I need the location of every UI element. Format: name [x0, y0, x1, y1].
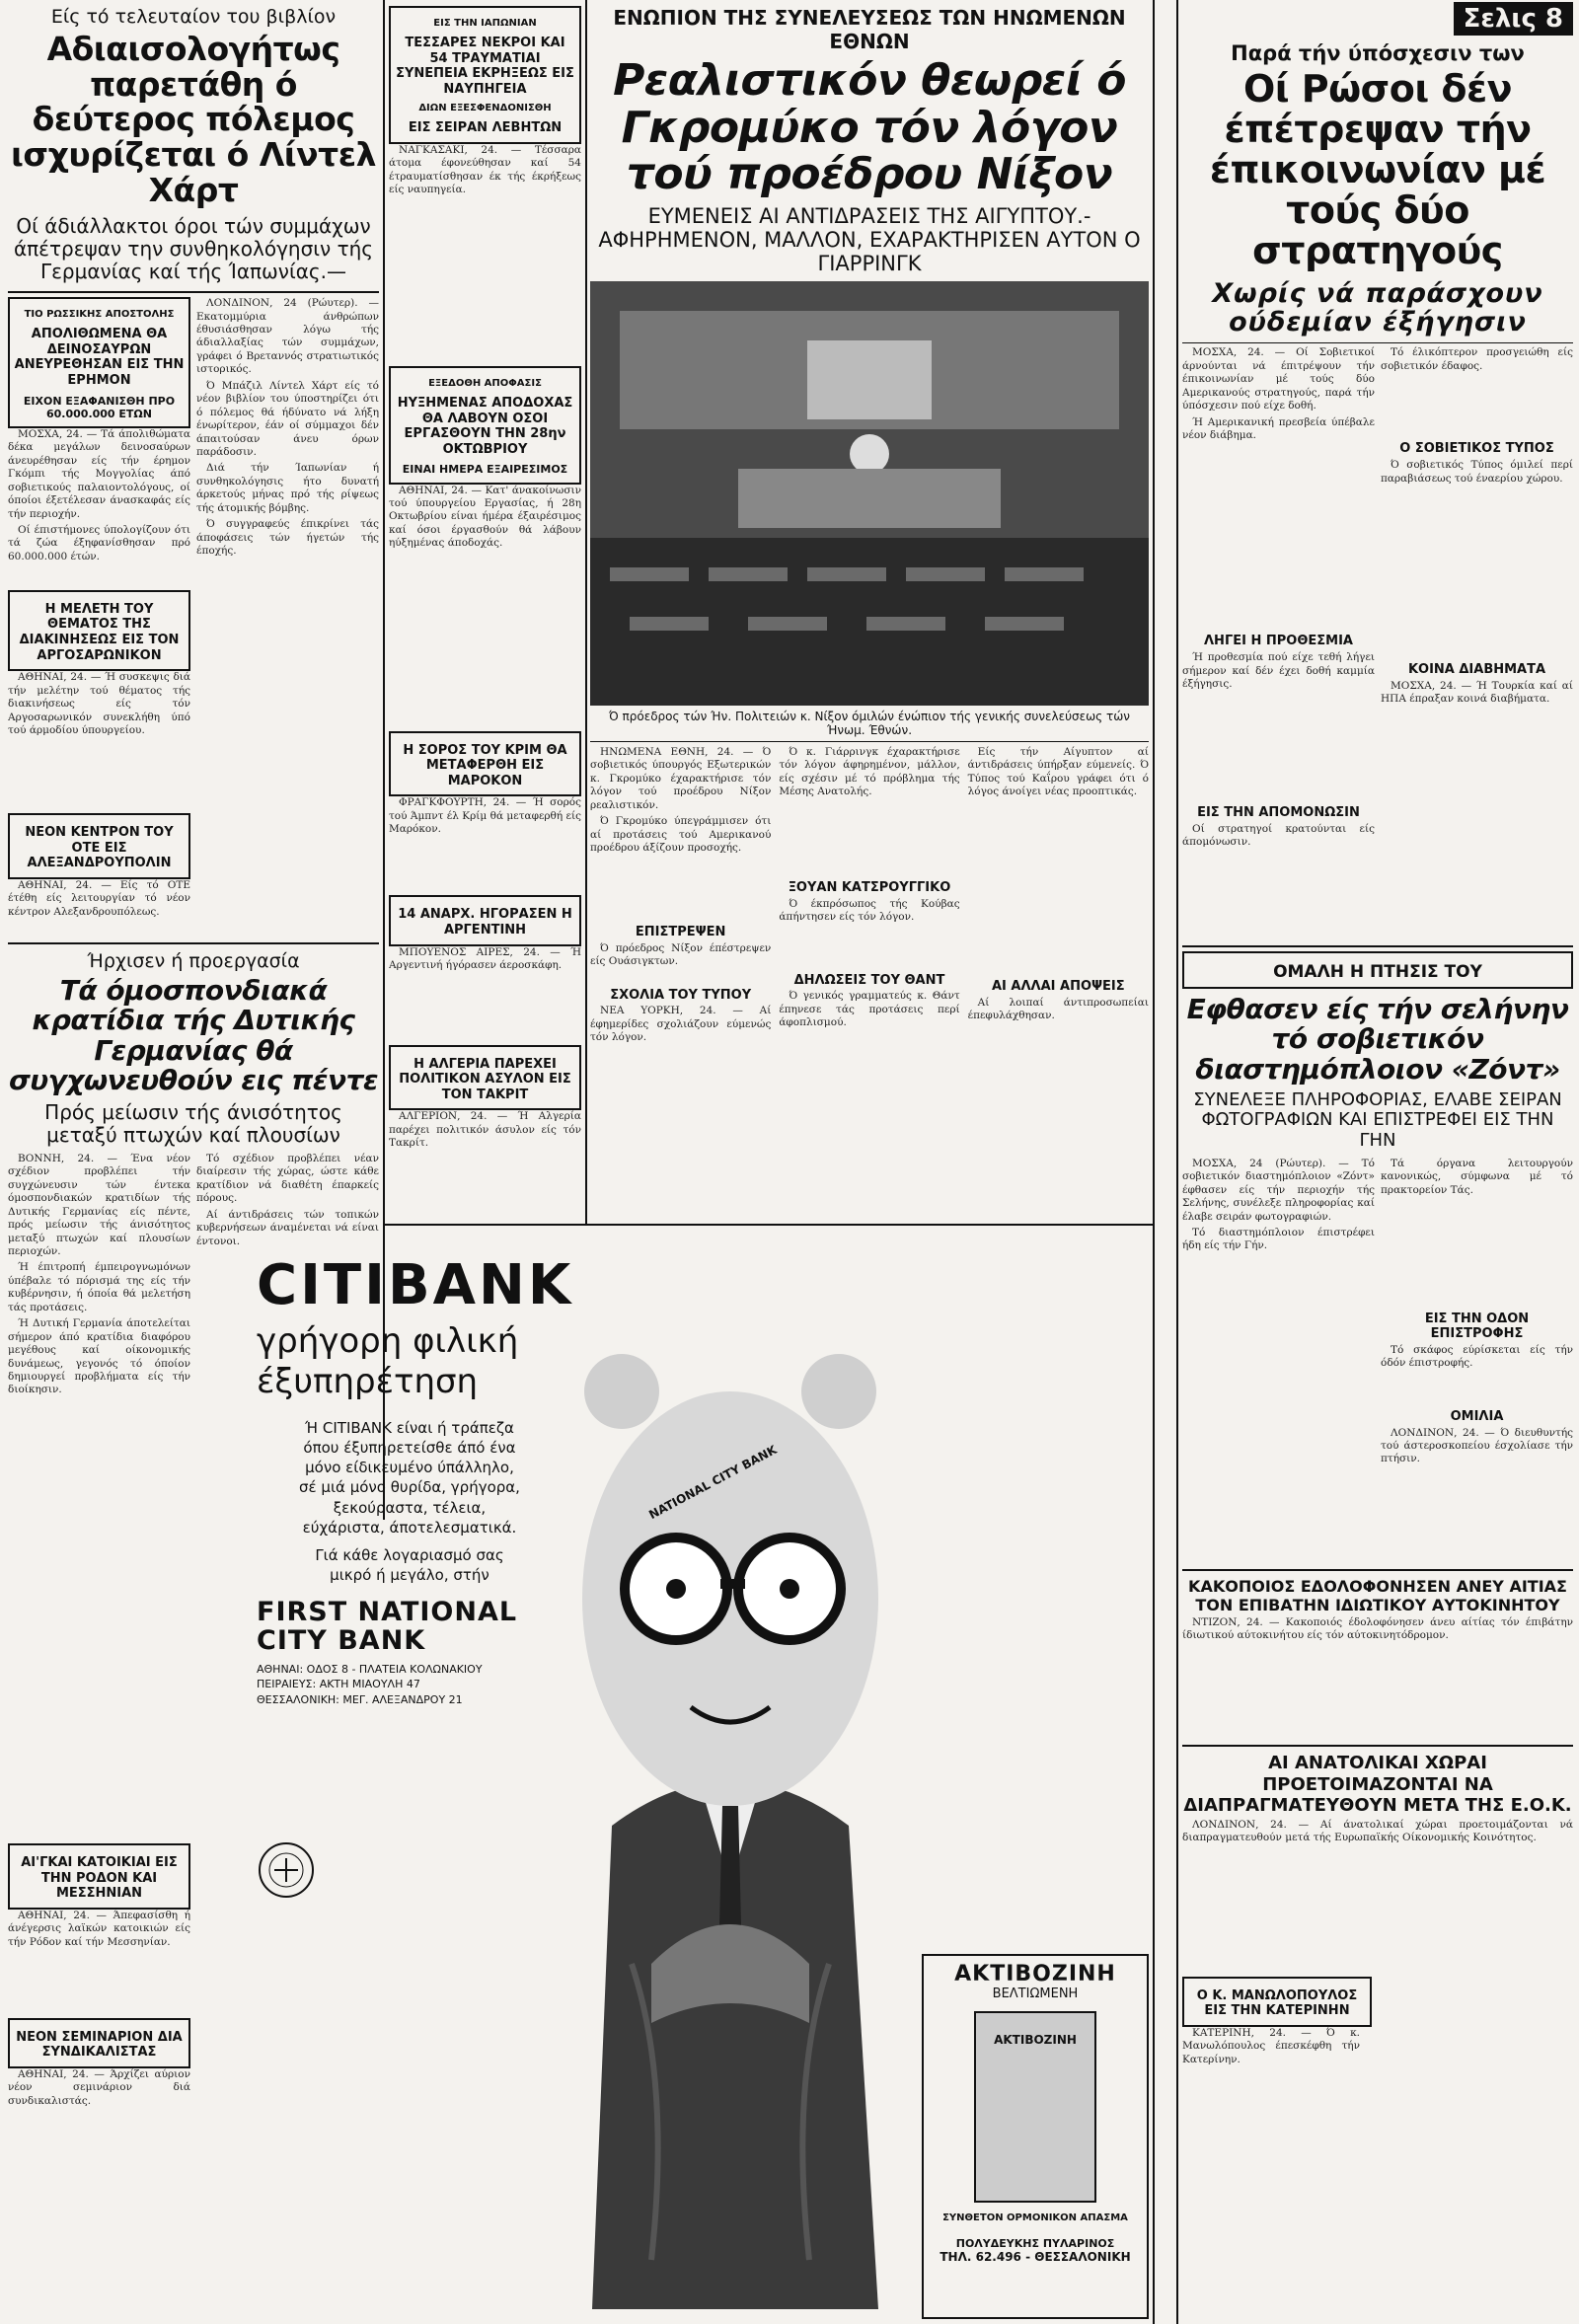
zond-text-2: Τά όργανα λειτουργούν κανονικώς, σύμφωνα μέ τό πρακτορείον Τάς. — [1381, 1157, 1573, 1196]
ote-headline: ΝΕΟΝ ΚΕΝΤΡΟΝ ΤΟΥ ΟΤΕ ΕΙΣ ΑΛΕΞΑΝΔΡΟΥΠΟΛΙΝ — [25, 825, 174, 871]
left-kicker: Είς τό τελευταίον του βιβλίον — [50, 6, 337, 28]
center-text-7: Είς τήν Αίγυπτον αί άντιδράσεις ύπήρξαν εύμενείς. Ό Τύπος τού Καΐρου γράφει ότι ό λόγος άνοίγει νέας προοπτικάς. — [967, 745, 1149, 798]
center-subhead: ΕΥΜΕΝΕΙΣ ΑΙ ΑΝΤΙΔΡΑΣΕΙΣ ΤΗΣ ΑΙΓΥΠΤΟΥ.- ΑΦΗΡΗΜΕΝΟΝ, ΜΑΛΛΟΝ, ΕΧΑΡΑΚΤΗΡΙΣΕΝ ΑΥΤΟΝ Ο ΓΙΑΡΡΙΝΓΚ — [598, 203, 1141, 275]
zond-text-1: ΜΟΣΧΑ, 24 (Ρώυτερ). — Τό σοβιετικόν διαστημόπλοιον «Ζόντ» έφθασεν είς τήν περιοχήν τής Σελήνης, συνέλεξε πληροφορίας καί έλαβε σειράν φωτογραφιών. Τό διαστημόπλοιον έπιστρέφει ήδη είς τήν Γήν. — [1182, 1157, 1375, 1252]
federal-states-text: ΒΟΝΝΗ, 24. — Ένα νέον σχέδιον προβλέπει τήν συγχώνευσιν τών έντεκα όμοσπονδιακών κρατιδίων τής Δυτικής Γερμανίας είς πέντε, πρός μείωσιν τής άνισότητος μεταξύ πτωχών καί πλουσίων περιοχών. Ή έπιτροπή έμπειρογνωμόνων ύπέβαλε τό πόρισμά της είς τήν κυβέρνησιν, ή όποία θά μελετήση τάς προτάσεις. Ή Δυτική Γερμανία άποτελείται σήμερον άπό κρατίδια διαφόρου μεγέθους καί οίκονομικής δυνάμεως, γεγονός τό όποίον δημιουργεί προβλήματα είς τήν διοίκησιν. — [8, 1152, 190, 1396]
manolopoulos-headline: Ο Κ. ΜΑΝΩΛΟΠΟΥΛΟΣ ΕΙΣ ΤΗΝ ΚΑΤΕΡΙΝΗΝ — [1196, 1987, 1358, 2019]
boiler-kicker: ΔΙΩΝ ΕΞΕΣΦΕΝΔΟΝΙΣΘΗ — [418, 103, 552, 114]
aktivozini-ad — [922, 1954, 1149, 2319]
homes-text: ΑΘΗΝΑΙ, 24. — Άπεφασίσθη ή άνέγερσις λαϊκών κατοικιών είς τήν Ρόδον καί τήν Μεσσηνίαν. — [8, 1909, 190, 1948]
wages-box — [389, 366, 581, 485]
center-text-3: ΝΕΑ ΥΟΡΚΗ, 24. — Αί έφημερίδες σχολιάζουν εύμενώς τόν λόγον. — [590, 1005, 772, 1044]
section-soviet-press: Ο ΣΟΒΙΕΤΙΚΟΣ ΤΥΠΟΣ — [1399, 441, 1554, 457]
boiler-headline: ΕΙΣ ΣΕΙΡΑΝ ΛΕΒΗΤΩΝ — [408, 120, 563, 136]
argentina-headline: 14 ΑΝΑΡΧ. ΗΓΟΡΑΣΕΝ Η ΑΡΓΕΝΤΙΝΗ — [398, 907, 572, 937]
citibank-logo: CITIBANK — [257, 1253, 574, 1317]
center-section-thant: ΔΗΛΩΣΕΙΣ ΤΟΥ ΘΑΝΤ — [793, 972, 945, 988]
left-headline: Αδιαισολογήτως παρετάθη ό δεύτερος πόλεμος ισχυρίζεται ό Λίντελ Χάρτ — [11, 30, 376, 209]
generals-text-4: Τό έλικόπτερον προσγειώθη είς σοβιετικόν έδαφος. — [1381, 346, 1573, 372]
center-text-6: Ό γενικός γραμματεύς κ. Θάντ έπηνεσε τάς προτάσεις περί άφοπλισμού. — [779, 990, 960, 1029]
wages-kicker: ΕΞΕΔΟΘΗ ΑΠΟΦΑΣΙΣ — [428, 377, 542, 389]
wages-text: ΑΘΗΝΑΙ, 24. — Κατ' άνακοίνωσιν τού ύπουργείου Εργασίας, ή 28η Οκτωβρίου είναι ήμέρα έξαιρέσιμος καί όσοι έργασθούν θά λάβουν ηύξημένας άποδοχάς. — [389, 484, 581, 550]
aktivozini-footer-1: ΣΥΝΘΕΤΟΝ ΟΡΜΟΝΙΚΟΝ ΑΠΑΣΜΑ — [942, 2212, 1128, 2223]
citibank-text: Ή CITIBANK είναι ή τράπεζα όπου έξυπηρετείσθε άπό ένα μόνο είδικευμένο ύπάλληλο, σέ μιά μόνο θυρίδα, γρήγορα, ξεκούραστα, τέλεια, εύχάριστα, άποτελεσματικά. — [299, 1418, 520, 1537]
argentina-text: ΜΠΟΥΕΝΟΣ ΑΙΡΕΣ, 24. — Ή Αργεντινή ήγόρασεν άεροσκάφη. — [389, 945, 581, 971]
seminar-text: ΑΘΗΝΑΙ, 24. — Άρχίζει αύριον νέον σεμινάριον διά συνδικαλιστάς. — [8, 2067, 190, 2107]
ote-box — [8, 813, 190, 879]
left-subhead: Οί άδιάλλακτοι όροι τών συμμάχων άπέτρεψαν την συνθηκολόγησιν τής Γερμανίας καί τής Ίαπωνίας.— — [13, 214, 374, 284]
japan-kicker: ΕΙΣ ΤΗΝ ΙΑΠΩΝΙΑΝ — [433, 18, 537, 29]
dinosaur-box — [8, 297, 190, 428]
manolopoulos-text: ΚΑΤΕΡΙΝΗ, 24. — Ό κ. Μανωλόπουλος έπεσκέφθη τήν Κατερίνην. — [1182, 2026, 1360, 2065]
column-rule — [585, 0, 587, 1224]
federal-states-headline: Τά όμοσπονδιακά κρατίδια τής Δυτικής Γερμανίας θά συγχωνευθούν εις πέντε — [8, 974, 379, 1096]
bank-man-illustration — [553, 1273, 908, 2309]
ote-text: ΑΘΗΝΑΙ, 24. — Είς τό ΟΤΕ έτέθη είς λειτουργίαν τό νέον κέντρον Αλεξανδρουπόλεως. — [8, 879, 190, 918]
aktivozini-title: ΑΚΤΙΒΟΖΙΝΗ — [954, 1962, 1116, 1987]
center-column — [590, 0, 1149, 1224]
section-speech: ΟΜΙΛΙΑ — [1450, 1409, 1504, 1424]
right-kicker: Παρά τήν ύπόσχεσιν των — [1231, 41, 1525, 65]
section-isolation: ΕΙΣ ΤΗΝ ΑΠΟΜΟΝΩΣΙΝ — [1197, 805, 1360, 821]
center-kicker: ΕΝΩΠΙΟΝ ΤΗΣ ΣΥΝΕΛΕΥΣΕΩΣ ΤΩΝ ΗΝΩΜΕΝΩΝ ΕΘΝΩΝ — [613, 6, 1126, 53]
argosaronikos-box — [8, 590, 190, 671]
dinosaur-subhead: ΕΙΧΟΝ ΕΞΑΦΑΝΙΣΘΗ ΠΡΟ 60.000.000 ΕΤΩΝ — [23, 394, 176, 420]
dinosaur-headline: ΑΠΟΛΙΘΩΜΕΝΑ ΘΑ ΔΕΙΝΟΣΑΥΡΩΝ ΑΝΕΥΡΕΘΗΣΑΝ ΕΙΣ ΤΗΝ ΕΡΗΜΟΝ — [14, 327, 185, 388]
japan-box — [389, 6, 581, 144]
argentina-box — [389, 895, 581, 945]
generals-text-6: ΜΟΣΧΑ, 24. — Ή Τουρκία καί αί ΗΠΑ έπραξαν κοινά διαβήματα. — [1381, 679, 1573, 706]
citibank-tagline: γρήγορη φιλική έξυπηρέτηση — [257, 1321, 519, 1401]
dinosaur-text: ΜΟΣΧΑ, 24. — Τά άπολιθώματα δέκα μεγάλων δεινοσαύρων άνευρέθησαν είς τήν έρημον Γκόμπι τής Μογγολίας άπό σοβιετικούς παλαιοντολόγους, οί όποίοι έξετέλεσαν άνασκαφάς είς τήν περιοχήν. Οί έπιστήμονες ύπολογίζουν ότι τά ζώα έξηφανίσθησαν πρό 60.000.000 έτών. — [8, 427, 190, 562]
citibank-address-1: ΑΘΗΝΑΙ: ΟΔΟΣ 8 - ΠΛΑΤΕΙΑ ΚΟΛΩΝΑΚΙΟΥ — [257, 1662, 483, 1676]
argosaronikos-text: ΑΘΗΝΑΙ, 24. — Ή συσκεψις διά τήν μελέτην τού θέματος τής διακινήσεως είς τόν Αργοσαρωνικόν συνεκλήθη ύπό τού άρμοδίου ύπουργείου. — [8, 671, 190, 736]
nixon-photo — [590, 281, 1149, 706]
section-joint-demarches: ΚΟΙΝΑ ΔΙΑΒΗΜΑΤΑ — [1407, 662, 1546, 678]
right-headline: Οί Ρώσοι δέν έπέτρεψαν τήν έπικοινωνίαν μέ τούς δύο στρατηγούς — [1209, 67, 1546, 273]
second-column — [389, 0, 581, 1224]
aktivozini-footer-2: ΠΟΛΥΔΕΥΚΗΣ ΠΥΛΑΡΙΝΟΣ — [955, 2237, 1115, 2250]
generals-text-1: ΜΟΣΧΑ, 24. — Οί Σοβιετικοί άρνούνται νά έπιτρέψουν τήν έπικοινωνίαν μέ τούς δύο Αμερικανούς στρατηγούς, παρά τήν ύπόσχεσιν πού είχε δοθή. Ή Αμερικανική πρεσβεία ύπέβαλε νέον διάβημα. — [1182, 346, 1375, 442]
zond-text-4: ΛΟΝΔΙΝΟΝ, 24. — Ό διευθυντής τού άστεροσκοπείου έσχολίασε τήν πτήσιν. — [1381, 1426, 1573, 1465]
nixon-photo-caption: Ό πρόεδρος τών Ήν. Πολιτειών κ. Νίξον όμιλών ένώπιον τής γενικής συνελεύσεως τών Ήνωμ. Έθνών. — [608, 709, 1131, 737]
center-section-press: ΣΧΟΛΙΑ ΤΟΥ ΤΥΠΟΥ — [610, 987, 752, 1003]
algeria-headline: Η ΑΛΓΕΡΙΑ ΠΑΡΕΧΕΙ ΠΟΛΙΤΙΚΟΝ ΑΣΥΛΟΝ ΕΙΣ ΤΟΝ ΤΑΚΡΙΤ — [399, 1056, 571, 1102]
zond-subhead: ΣΥΝΕΛΕΞΕ ΠΛΗΡΟΦΟΡΙΑΣ, ΕΛΑΒΕ ΣΕΙΡΑΝ ΦΩΤΟΓΡΑΦΙΩΝ ΚΑΙ ΕΠΙΣΤΡΕΦΕΙ ΕΙΣ ΤΗΝ ΓΗΝ — [1193, 1088, 1562, 1152]
zond-headline: Εφθασεν είς τήν σελήνην τό σοβιετικόν διαστημόπλοιον «Ζόντ» — [1186, 993, 1569, 1086]
aktivozini-phone: ΤΗΛ. 62.496 - ΘΕΣΣΑΛΟΝΙΚΗ — [940, 2250, 1131, 2264]
center-text-1: ΗΝΩΜΕΝΑ ΕΘΝΗ, 24. — Ό σοβιετικός ύπουργός Εξωτερικών κ. Γκρομύκο έχαρακτήρισε τόν λόγον τού προέδρου Νίξον ρεαλιστικόν. Ό Γκρομύκο ύπεγράμμισεν ότι αί προτάσεις τού Αμερικανού προέδρου άξίζουν προσοχής. — [590, 745, 772, 855]
badge-text: NATIONAL CITY BANK — [646, 1442, 780, 1523]
un-assembly-illustration — [590, 281, 1149, 706]
krim-text: ΦΡΑΓΚΦΟΥΡΤΗ, 24. — Ή σορός τού Άμπντ έλ Κρίμ θά μεταφερθή είς Μαρόκον. — [389, 796, 581, 836]
japan-headline: ΤΕΣΣΑΡΕΣ ΝΕΚΡΟΙ ΚΑΙ 54 ΤΡΑΥΜΑΤΙΑΙ ΣΥΝΕΠΕΙΑ ΕΚΡΗΞΕΩΣ ΕΙΣ ΝΑΥΠΗΓΕΙΑ — [396, 36, 574, 97]
citibank-ad — [227, 1234, 918, 2319]
citibank-bank-name: FIRST NATIONAL CITY BANK — [257, 1596, 518, 1657]
citibank-address-2: ΠΕΙΡΑΙΕΥΣ: ΑΚΤΗ ΜΙΑΟΥΛΗ 47 — [257, 1678, 420, 1691]
generals-text-2: Ή προθεσμία πού είχε τεθή λήγει σήμερον καί δέν έχει δοθή καμμία έξήγησις. — [1182, 651, 1375, 690]
dinosaur-kicker: ΤΙΟ ΡΩΣΣΙΚΗΣ ΑΠΟΣΤΟΛΗΣ — [24, 309, 175, 321]
section-rule — [383, 1224, 1153, 1226]
zond-kicker: ΟΜΑΛΗ Η ΠΤΗΣΙΣ ΤΟΥ — [1273, 961, 1482, 982]
center-section-returned: ΕΠΙΣΤΡΕΨΕΝ — [635, 924, 726, 939]
krim-headline: Η ΣΟΡΟΣ ΤΟΥ ΚΡΙΜ ΘΑ ΜΕΤΑΦΕΡΘΗ ΕΙΣ ΜΑΡΟΚΟΝ — [403, 742, 567, 788]
page-number: Σελις 8 — [1454, 2, 1573, 36]
liddell-hart-text: ΛΟΝΔΙΝΟΝ, 24 (Ρώυτερ). — Εκατομμύρια άνθρώπων έθυσιάσθησαν λόγω τής άδιαλλαξίας τών συμμάχων, γράφει ό Βρεταννός στρατιωτικός ιστορικός. Ό Μπάζιλ Λίντελ Χάρτ είς τό νέον βιβλίον του ύποστηρίζει ότι ό πόλεμος θά ήδύνατο νά λήξη ένωρίτερον, έάν οί σύμμαχοι δέν άπαιτούσαν άνευ όρων παράδοσιν. Διά τήν Ίαπωνίαν ή συνθηκολόγησις ήτο δυνατή άρκετούς μήνας πρό τής ρίψεως τής άτομικής βόμβης. Ό συγγραφεύς έπικρίνει τάς άποφάσεις τών ήγετών τής έποχής. — [196, 297, 379, 557]
right-subhead: Χωρίς νά παράσχουν ούδεμίαν έξήγησιν — [1212, 278, 1543, 338]
murder-text: ΝΤΙΖΟΝ, 24. — Κακοποιός έδολοφόνησεν άνευ αίτίας τόν έπιβάτην ίδιωτικού αύτοκινήτου είς τόν αύτοκινητόδρομον. — [1182, 1615, 1573, 1642]
homes-headline: ΑΙ'ΓΚΑΙ ΚΑΤΟΙΚΙΑΙ ΕΙΣ ΤΗΝ ΡΟΔΟΝ ΚΑΙ ΜΕΣΣΗΝΙΑΝ — [21, 1854, 178, 1902]
wages-subhead: ΕΙΝΑΙ ΗΜΕΡΑ ΕΞΑΙΡΕΣΙΜΟΣ — [402, 463, 568, 477]
column-rule — [1153, 0, 1155, 2324]
section-deadline: ΛΗΓΕΙ Η ΠΡΟΘΕΣΜΙΑ — [1204, 634, 1353, 649]
algeria-box — [389, 1045, 581, 1111]
column-rule — [1176, 0, 1178, 2324]
murder-headline: ΚΑΚΟΠΟΙΟΣ ΕΔΟΛΟΦΟΝΗΣΕΝ ΑΝΕΥ ΑΙΤΙΑΣ ΤΟΝ ΕΠΙΒΑΤΗΝ ΙΔΙΩΤΙΚΟΥ ΑΥΤΟΚΙΝΗΤΟΥ — [1188, 1576, 1567, 1614]
wages-headline: ΗΥΞΗΜΕΝΑΣ ΑΠΟΔΟΧΑΣ ΘΑ ΛΑΒΟΥΝ ΟΣΟΙ ΕΡΓΑΣΘΟΥΝ ΤΗΝ 28ην ΟΚΤΩΒΡΙΟΥ — [397, 395, 573, 457]
japan-text: ΝΑΓΚΑΣΑΚΙ, 24. — Τέσσαρα άτομα έφονεύθησαν καί 54 έτραυματίσθησαν έκ τής έκρήξεως είς ναυπηγεία. — [389, 143, 581, 196]
seminar-box — [8, 2018, 190, 2068]
seminar-headline: ΝΕΟΝ ΣΕΜΙΝΑΡΙΟΝ ΔΙΑ ΣΥΝΔΙΚΑΛΙΣΤΑΣ — [16, 2029, 183, 2061]
aktivozini-subtitle: ΒΕΛΤΙΩΜΕΝΗ — [992, 1987, 1079, 2001]
eec-text: ΛΟΝΔΙΝΟΝ, 24. — Αί άνατολικαί χώραι προετοιμάζονται νά διαπραγματευθούν μετά τής Ευρωπαϊκής Οίκονομικής Κοινότητος. — [1182, 1818, 1573, 1844]
generals-text-3: Οί στρατηγοί κρατούνται είς άπομόνωσιν. — [1182, 822, 1375, 849]
federal-states-text-cont: Τό σχέδιον προβλέπει νέαν διαίρεσιν τής χώρας, ώστε κάθε κρατίδιον νά διαθέτη έπαρκείς πόρους. Αί άντιδράσεις τών τοπικών κυβερνήσεων άναμένεται νά είναι έντονοι. — [196, 1152, 379, 1247]
argosaronikos-headline: Η ΜΕΛΕΤΗ ΤΟΥ ΘΕΜΑΤΟΣ ΤΗΣ ΔΙΑΚΙΝΗΣΕΩΣ ΕΙΣ ΤΟΝ ΑΡΓΟΣΑΡΩΝΙΚΟΝ — [19, 601, 180, 663]
center-text-2: Ό πρόεδρος Νίξον έπέστρεψεν είς Ουάσιγκτων. — [590, 941, 772, 967]
manolopoulos-box — [1182, 1977, 1372, 2027]
krim-box — [389, 731, 581, 797]
federal-states-kicker: Ήρχισεν ή προεργασία — [87, 950, 300, 973]
generals-text-5: Ό σοβιετικός Τύπος όμιλεί περί παραβιάσεως τού έναερίου χώρου. — [1381, 459, 1573, 485]
right-column — [1182, 0, 1573, 2324]
aktivozini-pack-label: ΑΚΤΙΒΟΖΙΝΗ — [994, 2033, 1077, 2047]
eec-headline: ΑΙ ΑΝΑΤΟΛΙΚΑΙ ΧΩΡΑΙ ΠΡΟΕΤΟΙΜΑΖΟΝΤΑΙ ΝΑ ΔΙΑΠΡΑΓΜΑΤΕΥΘΟΥΝ ΜΕΤΑ ΤΗΣ Ε.Ο.Κ. — [1183, 1752, 1572, 1817]
center-section-cuba: ΞΟΥΑΝ ΚΑΤΣΡΟΥΓΓΙΚΟ — [788, 879, 951, 895]
center-headline: Ρεαλιστικόν θεωρεί ό Γκρομύκο τόν λόγον τού προέδρου Νίξον — [613, 55, 1126, 200]
center-text-8: Αί λοιπαί άντιπροσωπείαι έπεφυλάχθησαν. — [967, 996, 1149, 1021]
homes-box — [8, 1843, 190, 1910]
center-text-4: Ό κ. Γιάρρινγκ έχαρακτήρισε τόν λόγον άφηρημένον, μάλλον, είς σχέσιν μέ τό πρόβλημα τής Μέσης Ανατολής. — [779, 745, 960, 798]
center-text-5: Ό έκπρόσωπος τής Κούβας άπήντησεν είς τόν λόγον. — [779, 897, 960, 923]
citibank-address-3: ΘΕΣΣΑΛΟΝΙΚΗ: ΜΕΓ. ΑΛΕΞΑΝΔΡΟΥ 21 — [257, 1692, 463, 1706]
citibank-text-2: Γιά κάθε λογαριασμό σας μικρό ή μεγάλο, στήν — [315, 1546, 504, 1585]
section-return-trip: ΕΙΣ ΤΗΝ ΟΔΟΝ ΕΠΙΣΤΡΟΦΗΣ — [1424, 1311, 1530, 1342]
algeria-text: ΑΛΓΕΡΙΟΝ, 24. — Ή Αλγερία παρέχει πολιτικόν άσυλον είς τόν Τακρίτ. — [389, 1110, 581, 1150]
bank-seal-icon — [257, 1840, 316, 1900]
aktivozini-box-icon — [974, 2011, 1096, 2203]
federal-states-subhead: Πρός μείωσιν τής άνισότητος μεταξύ πτωχών καί πλουσίων — [44, 1099, 342, 1147]
zond-text-3: Τό σκάφος εύρίσκεται είς τήν όδόν έπιστροφής. — [1381, 1344, 1573, 1370]
center-section-other-views: ΑΙ ΑΛΛΑΙ ΑΠΟΨΕΙΣ — [991, 978, 1125, 994]
